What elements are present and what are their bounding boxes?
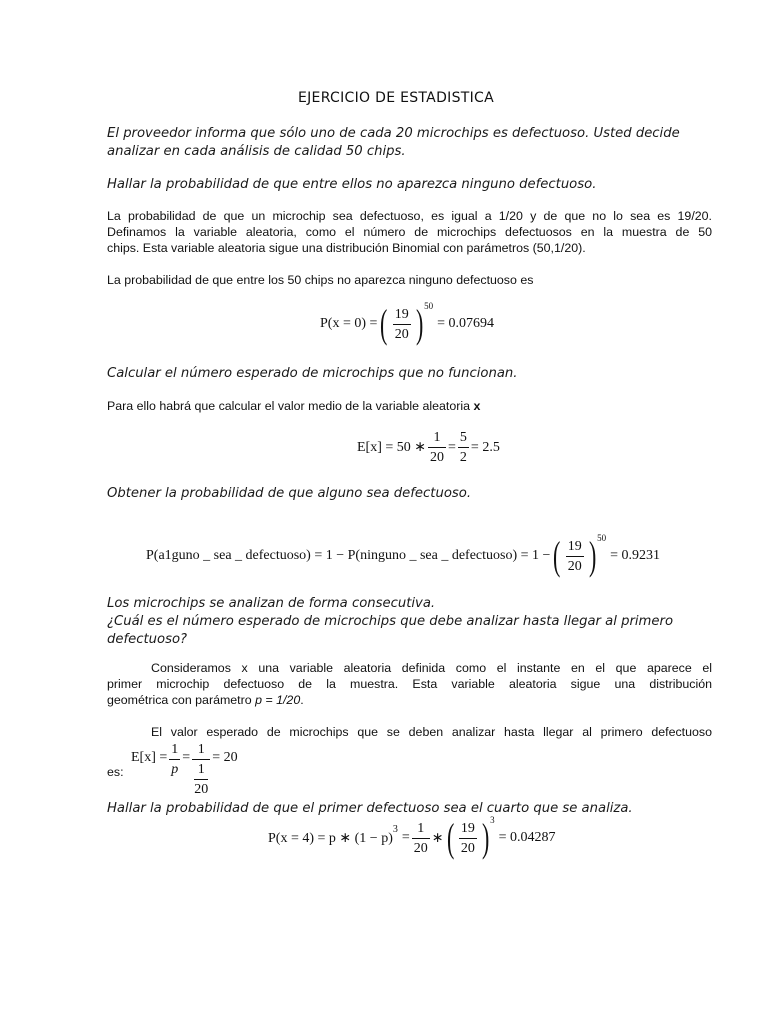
text-line: Consideramos x una variable aleatoria definida como el instante en el que aparece el [151,661,712,675]
numerator: 1 [171,742,179,757]
parameter-p: p = 1/20 [255,693,301,707]
fraction [412,821,430,856]
text-line: El valor esperado de microchips que se deben analizar hasta llegar al primero defectuoso [151,725,712,739]
text-line: Definamos la variable aleatoria, como el número de microchips defectuosos en la muestra de 50 [107,225,712,239]
times-sign: ∗ [431,830,444,846]
paragraph-geometric [107,660,712,708]
denominator: 20 [393,324,411,342]
text-line: chips. Esta variable aleatoria sigue una distribución Binomial con parámetros (50,1/20). [107,241,586,255]
paragraph-binomial [107,208,712,256]
formula-lhs: P(x = 0) = [320,316,378,331]
right-paren: ) [481,815,490,860]
denominator: p [169,759,180,777]
intro-line: analizar en cada análisis de calidad 50 chips. [107,144,406,159]
paragraph-no-defect: La probabilidad de que entre los 50 chips no aparezca ninguno defectuoso es [107,273,534,287]
equals-sign: = [182,750,191,765]
left-paren: ( [553,533,561,578]
formula-expected-value [357,430,500,465]
formula-p-x-4 [268,815,556,860]
question-2: Calcular el número esperado de microchips que no funcionan. [107,366,518,381]
fraction [459,821,477,856]
formula-lhs: P(a1guno _ sea _ defectuoso) = 1 − P(ninguno _ sea _ defectuoso) = 1 − [146,548,551,563]
fraction [566,539,584,574]
numerator: 1 [197,762,205,777]
formula-result: = 0.9231 [610,548,661,563]
left-paren: ( [380,301,388,346]
fraction [458,430,469,465]
equals-sign: = [401,830,410,845]
exponent: 50 [424,301,434,311]
paragraph-mean [107,398,712,414]
question-3: Obtener la probabilidad de que alguno sea defectuoso. [107,486,472,501]
variable-x: x [473,399,481,413]
numerator: 19 [394,306,409,322]
denominator: 2 [458,447,469,465]
formula-lhs: P(x = 4) = p ∗ (1 − p) [268,830,393,846]
denominator: 20 [428,447,446,465]
numerator: 1 [417,820,425,836]
question-line: ¿Cuál es el número esperado de microchips que debe analizar hasta llegar al primero [107,614,674,629]
exponent: 3 [392,823,398,835]
formula-alguno-defectuoso [146,533,661,578]
numerator: 19 [460,820,475,836]
fraction [428,430,446,465]
left-paren: ( [446,815,454,860]
numerator: 19 [567,538,582,554]
fraction [192,742,210,797]
intro-line: El proveedor informa que sólo uno de cada 20 microchips es defectuoso. Usted decide [107,126,680,141]
label-es: es: [107,765,124,779]
question-1: Hallar la probabilidad de que entre ellos no aparezca ninguno defectuoso. [107,177,597,192]
question-4 [107,595,673,649]
text-line: La probabilidad de que un microchip sea defectuoso, es igual a 1/20 y de que no lo sea es 19/20. [107,209,712,223]
exponent: 50 [597,533,607,543]
denominator: 20 [412,838,430,856]
text-line: geométrica con parámetro p = 1/20. [107,693,304,707]
denominator: 20 [459,838,477,856]
text-line: primer microchip defectuoso de la muestra. Esta variable aleatoria sigue una distribución [107,677,712,691]
formula-result: = 0.07694 [437,316,494,331]
equals-sign: = [448,439,456,455]
text-line: Para ello habrá que calcular el valor medio de la variable aleatoria [107,399,474,413]
nested-fraction [192,759,210,797]
question-5: Hallar la probabilidad de que el primer defectuoso sea el cuarto que se analiza. [107,801,633,816]
intro-statement [107,125,680,161]
formula-result: = 2.5 [470,439,500,455]
formula-result: = 20 [212,750,238,765]
formula-p-x-0 [320,301,494,346]
question-line: Los microchips se analizan de forma consecutiva. [107,596,436,611]
paragraph-expected-geometric [107,724,712,740]
numerator: 5 [459,430,467,445]
numerator: 1 [433,430,441,445]
right-paren: ) [415,301,424,346]
fraction [169,742,180,777]
question-line: defectuoso? [107,632,188,647]
formula-expected-geometric [131,742,238,797]
numerator: 1 [197,742,205,757]
page-title: EJERCICIO DE ESTADISTICA [297,90,494,106]
denominator: 20 [194,779,208,797]
formula-result: = 0.04287 [498,830,556,845]
denominator: 20 [566,556,584,574]
formula-lhs: E[x] = [131,750,168,765]
exponent: 3 [490,815,495,825]
right-paren: ) [588,533,597,578]
formula-lhs: E[x] = 50 ∗ [357,440,427,455]
fraction [393,307,411,342]
